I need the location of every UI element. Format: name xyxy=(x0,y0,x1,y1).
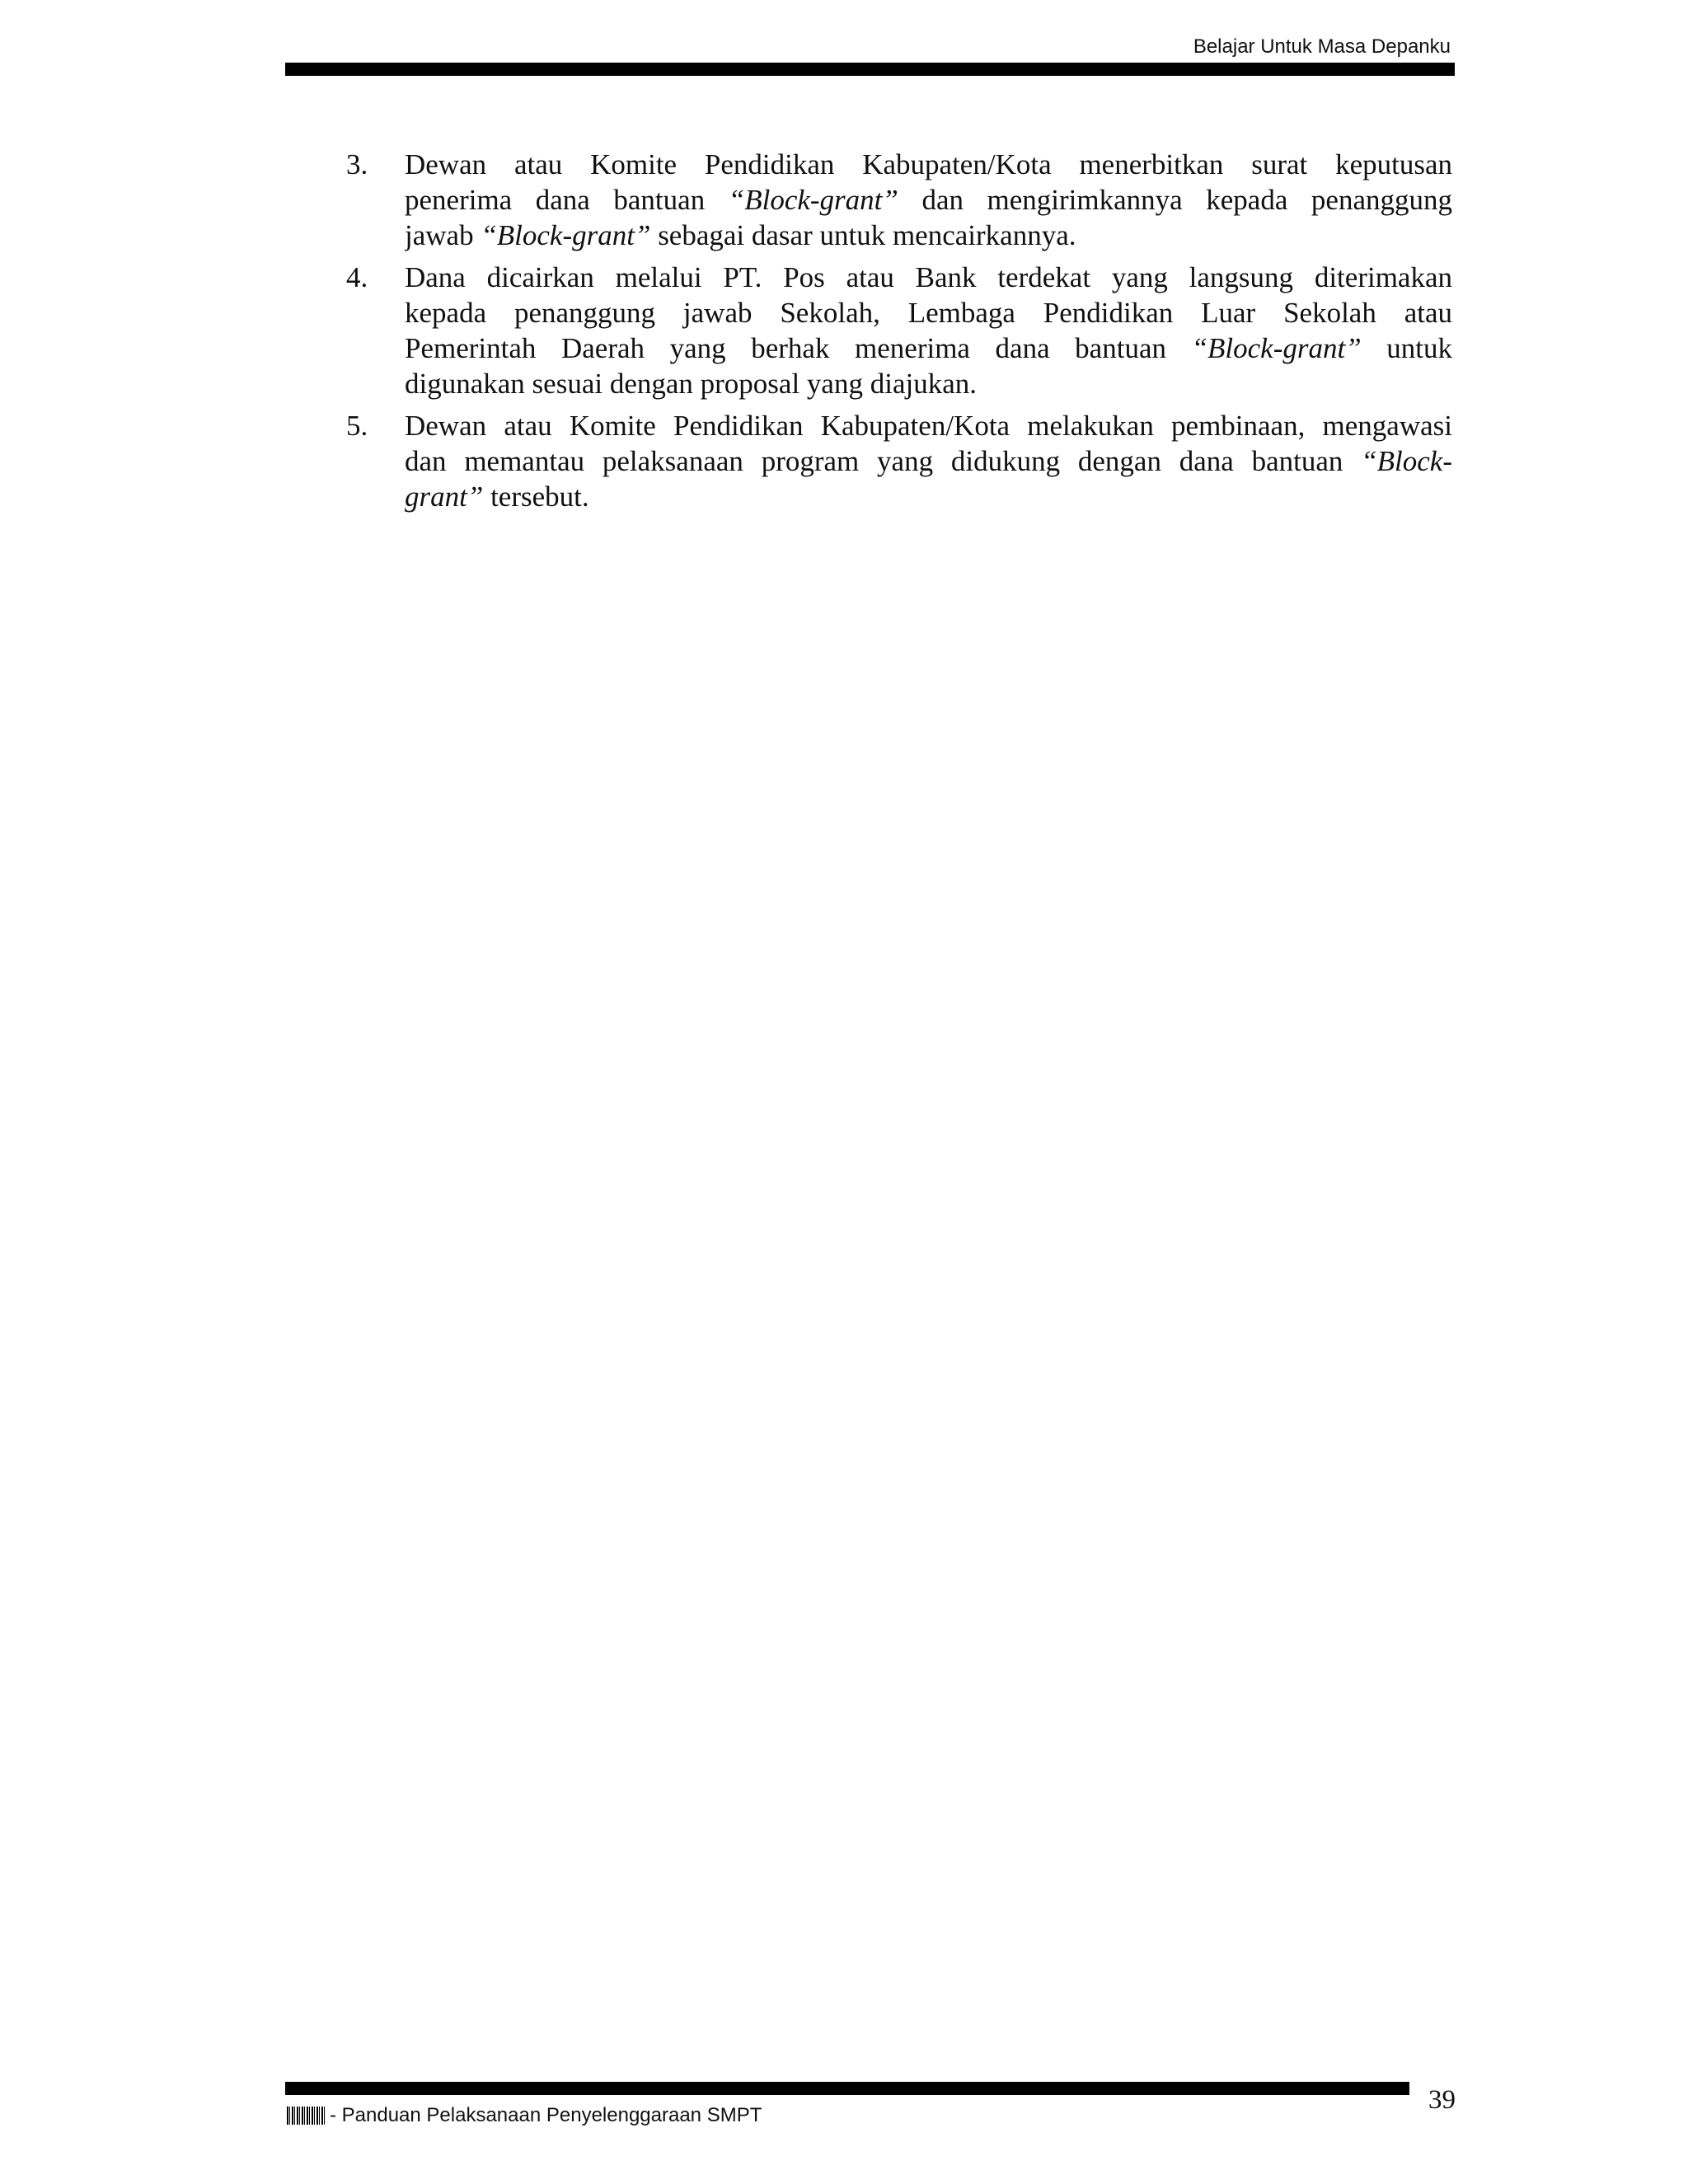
page-number: 39 xyxy=(1428,2085,1456,2115)
list-item xyxy=(0,147,1688,253)
text-segment: Dewan atau Komite Pendidikan Kabupaten/Kota melakukan pembinaan, mengawasi xyxy=(405,410,1452,442)
italic-term: “Block-grant” xyxy=(481,219,651,251)
text-segment: jawab xyxy=(405,219,481,251)
running-header: Belajar Untuk Masa Depanku xyxy=(1193,35,1451,58)
text-line xyxy=(405,366,1452,401)
text-line xyxy=(405,182,1452,218)
text-segment: dan mengirimkannya kepada penanggung xyxy=(898,184,1452,216)
text-line xyxy=(405,147,1452,182)
italic-term: “Block-grant” xyxy=(1191,332,1362,364)
text-segment: Dewan atau Komite Pendidikan Kabupaten/Kota menerbitkan surat keputusan xyxy=(405,148,1452,180)
text-line xyxy=(405,479,1452,514)
footer xyxy=(287,2103,762,2128)
footer-rule xyxy=(285,2082,1409,2095)
list-item-number: 3. xyxy=(346,148,368,180)
text-segment: dan memantau pelaksanaan program yang didukung dengan dana bantuan xyxy=(405,445,1362,477)
text-line xyxy=(405,330,1452,366)
text-segment: digunakan sesuai dengan proposal yang diajukan. xyxy=(405,368,977,400)
italic-term: “Block-grant” xyxy=(728,184,898,216)
text-segment: Dana dicairkan melalui PT. Pos atau Bank terdekat yang langsung diterimakan xyxy=(405,261,1452,293)
barcode-icon xyxy=(287,2107,325,2125)
text-segment: kepada penanggung jawab Sekolah, Lembaga Pendidikan Luar Sekolah atau xyxy=(405,297,1452,329)
list-item xyxy=(0,260,1688,401)
text-line xyxy=(405,218,1452,253)
text-line xyxy=(405,443,1452,479)
text-line xyxy=(405,408,1452,443)
list-item-number: 5. xyxy=(346,410,368,442)
numbered-list xyxy=(0,147,1688,514)
text-line xyxy=(405,295,1452,330)
text-segment: tersebut. xyxy=(483,480,589,513)
footer-text: - Panduan Pelaksanaan Penyelenggaraan SMPT xyxy=(330,2104,762,2126)
header-rule xyxy=(285,63,1455,76)
list-item xyxy=(0,408,1688,514)
italic-term: “Block- xyxy=(1361,445,1452,477)
text-segment: untuk xyxy=(1361,332,1452,364)
text-segment: penerima dana bantuan xyxy=(405,184,729,216)
text-segment: Pemerintah Daerah yang berhak menerima dana bantuan xyxy=(405,332,1192,364)
text-segment: sebagai dasar untuk mencairkannya. xyxy=(650,219,1076,251)
italic-term: grant” xyxy=(405,480,484,513)
list-item-number: 4. xyxy=(346,261,368,293)
page-content xyxy=(0,147,1688,521)
text-line xyxy=(405,260,1452,295)
